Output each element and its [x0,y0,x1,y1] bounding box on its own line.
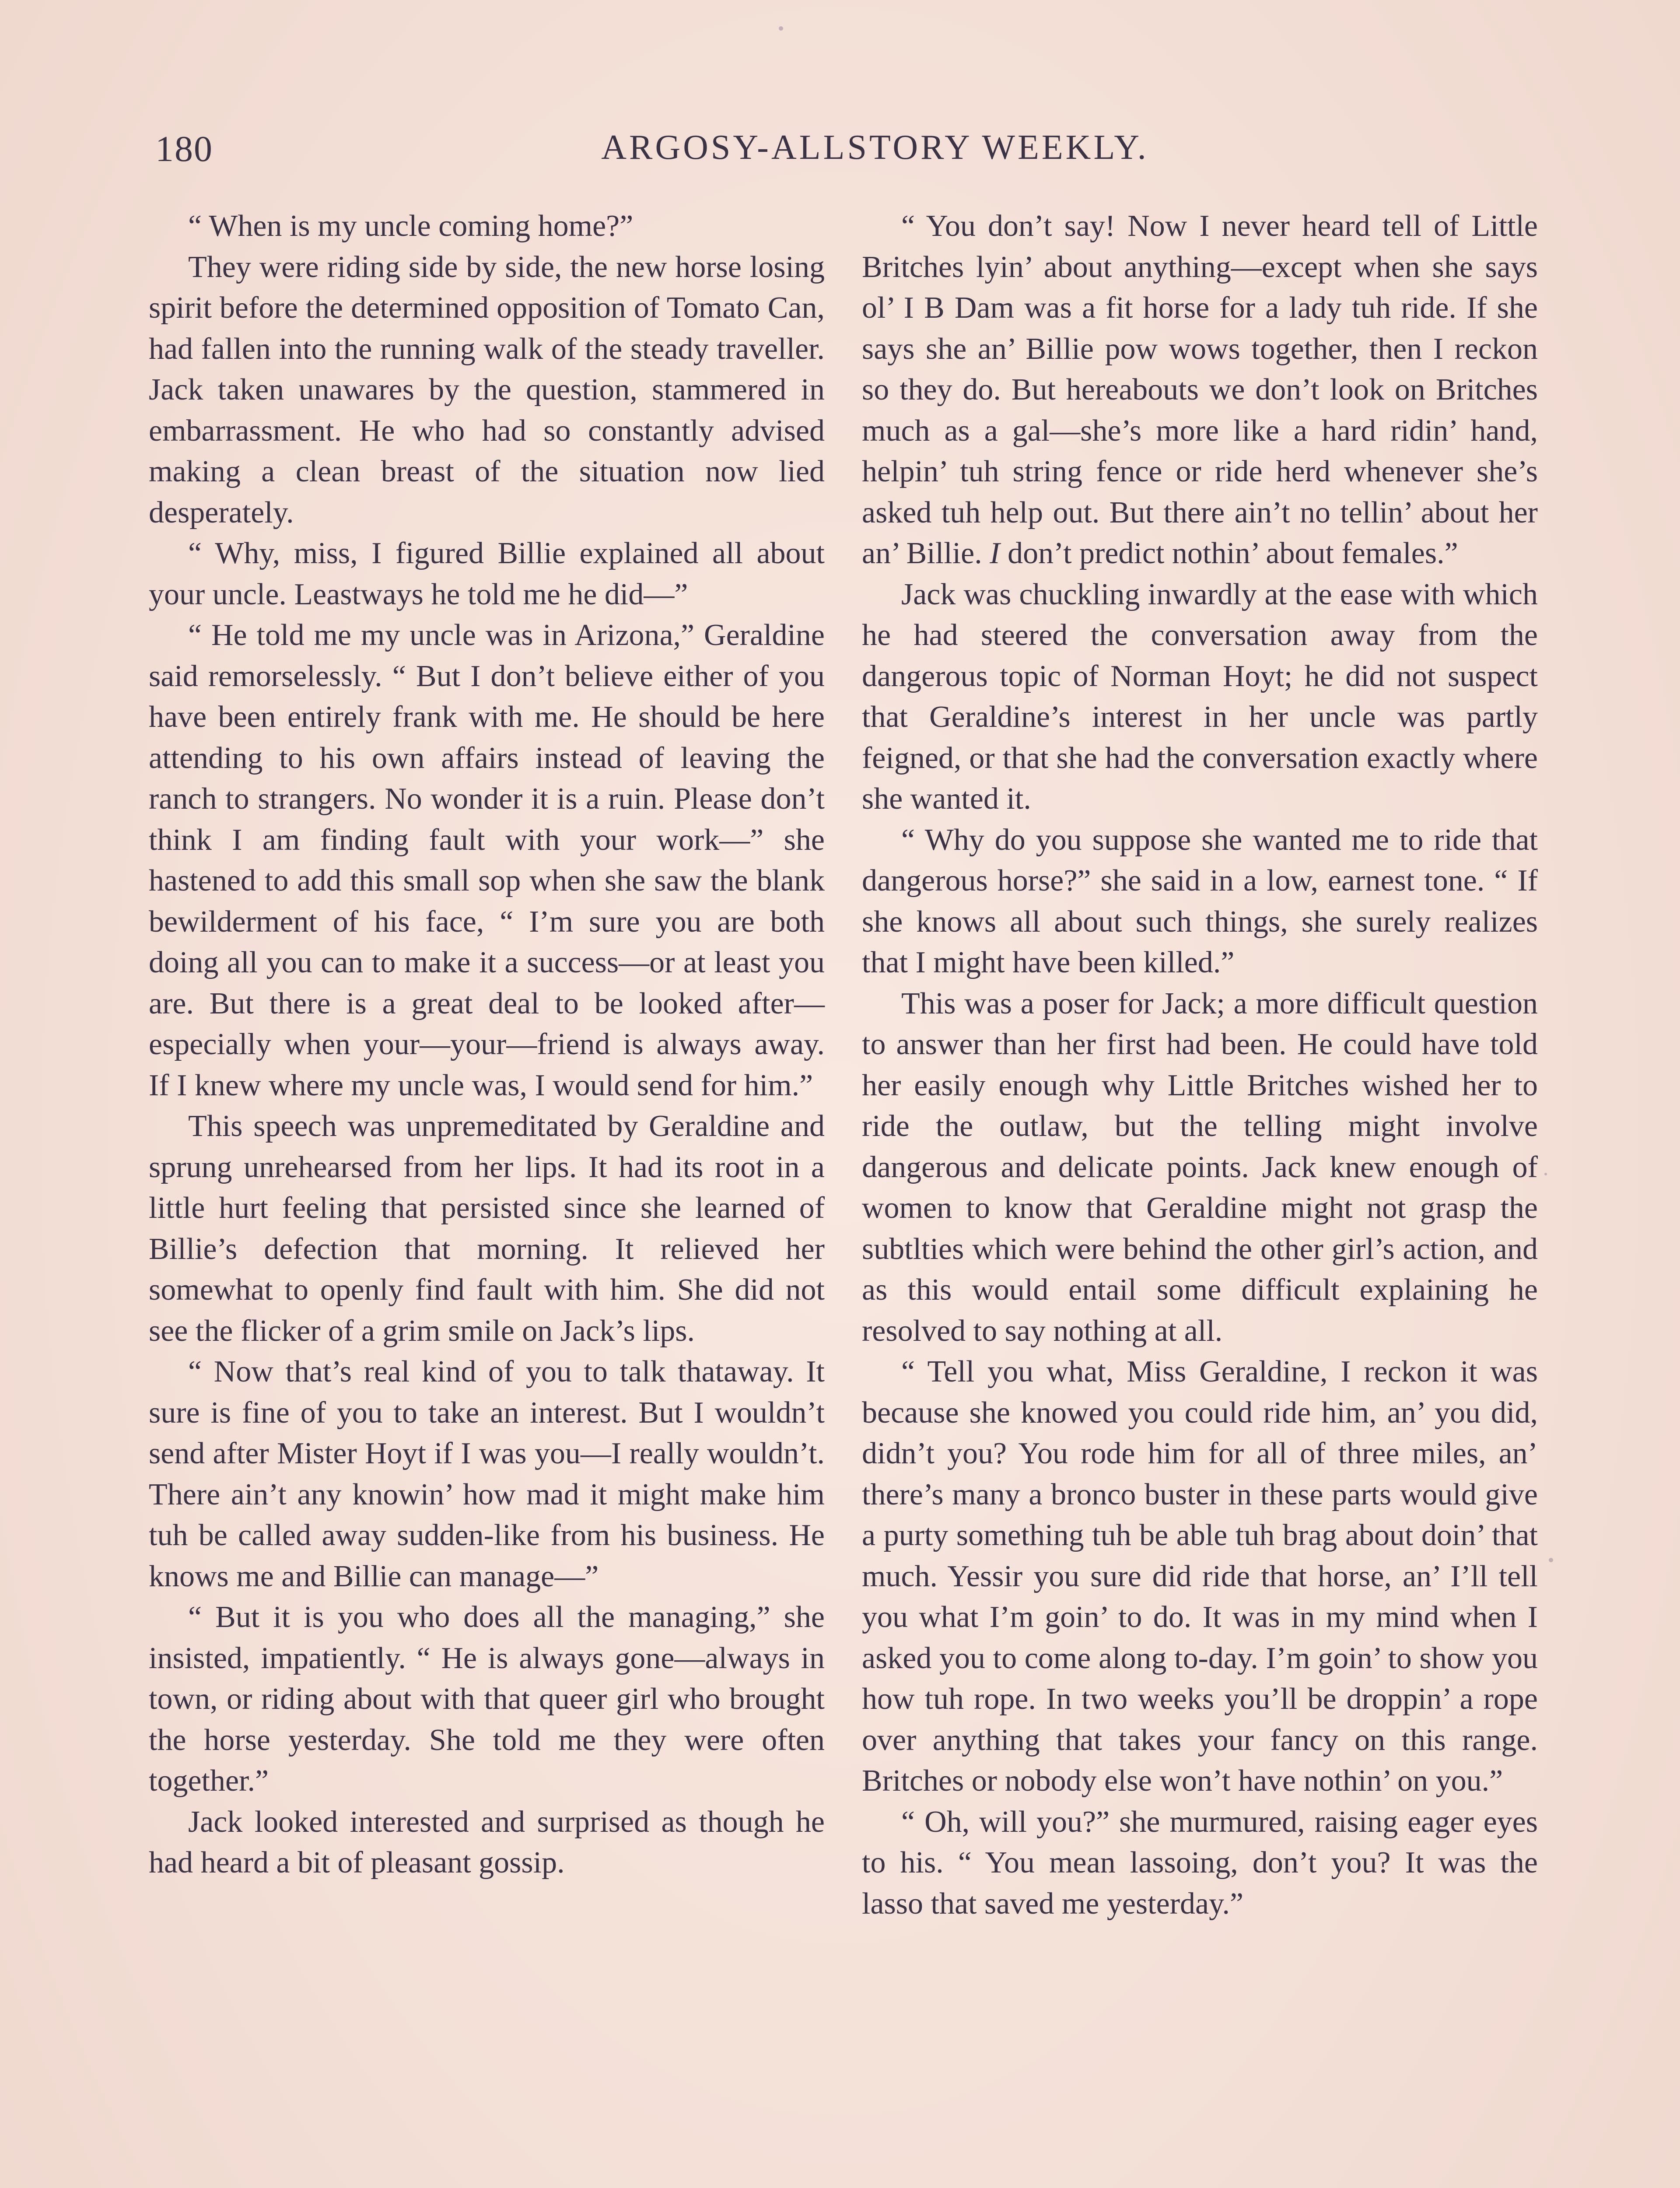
paragraph: “ Why, miss, I figured Billie explained all about your uncle. Leastways he told me he did—” [149,536,825,611]
running-title: ARGOSY-ALLSTORY WEEKLY. [601,128,1149,167]
italic-word: I [990,536,1000,570]
paper-speck [1544,1173,1547,1175]
paragraph-with-italic [862,206,1538,574]
paragraph: “ He told me my uncle was in Arizona,” Geraldine said remorselessly. “ But I don’t believe either of you have been entirely frank with me. He should be here attending to his own affairs instead of leaving the ranch to strangers. No wonder it is a ruin. Please don’t think I am finding fault with your work—” she hastened to add this small sop when she saw the blank bewilderment of his face, “ I’m sure you are both doing all you can to make it a success—or at least you are. But there is a great deal to be looked after—especially when your—your—friend is always away. If I knew where my uncle was, I would send for him.” [149,618,825,1102]
paragraph: “ Tell you what, Miss Geraldine, I reckon it was because she knowed you could ride him, an’ you did, didn’t you? You rode him for all of three miles, an’ there’s many a bronco buster in these parts would give a purty something tuh be able tuh brag about doin’ that much. Yessir you sure did ride that horse, an’ I’ll tell you what I’m goin’ to do. It was in my mind when I asked you to come along to-day. I’m goin’ to show you how tuh rope. In two weeks you’ll be droppin’ a rope over anything that takes your fancy on this range. Britches or nobody else won’t have nothin’ on you.” [862,1355,1538,1798]
paper-speck [779,26,783,31]
paragraph: “ Now that’s real kind of you to talk thataway. It sure is fine of you to take an interest. But I wouldn’t send after Mister Hoyt if I was you—I really wouldn’t. There ain’t any knowin’ how mad it might make him tuh be called away sudden-like from his business. He knows me and Billie can manage—” [149,1355,825,1593]
paragraph: “ Why do you suppose she wanted me to ride that dangerous horse?” she said in a low, earnest tone. “ If she knows all about such things, she surely realizes that I might have been killed.” [862,823,1538,979]
page-number: 180 [155,129,213,169]
paragraph-text: don’t predict nothin’ about females.” [1000,536,1458,570]
paragraph: They were riding side by side, the new horse losing spirit before the determined opposition of Tomato Can, had fallen into the running walk of the steady traveller. Jack taken unawares by the question, stammered in embarrassment. He who had so constantly advised making a clean breast of the situation now lied desperately. [149,250,825,529]
page-header [155,128,1533,176]
paragraph-text: “ You don’t say! Now I never heard tell of Little Britches lyin’ about anything—except when she says ol’ I B Dam was a fit horse for a lady tuh ride. If she says she an’ Billie pow wows together, then I reckon so they do. But hereabouts we don’t look on Britches much as a gal—she’s more like a hard ridin’ hand, helpin’ tuh string fence or ride herd whenever she’s asked tuh help out. But there ain’t no tellin’ about her an’ Billie. [862,209,1538,570]
paragraph: “ When is my uncle coming home?” [188,209,634,243]
paragraph: Jack looked interested and surprised as though he had heard a bit of pleasant gossip. [149,1805,825,1879]
right-column [862,206,1538,1924]
paragraph: This speech was unpremeditated by Geraldine and sprung unrehearsed from her lips. It had its root in a little hurt feeling that persisted since she learned of Billie’s defection that morning. It relieved her somewhat to openly find fault with him. She did not see the flicker of a grim smile on Jack’s lips. [149,1109,825,1348]
paragraph: “ Oh, will you?” she murmured, raising eager eyes to his. “ You mean lassoing, don’t you? It was the lasso that saved me yesterday.” [862,1805,1538,1921]
paragraph: “ But it is you who does all the managing,” she insisted, impatiently. “ He is always gone—always in town, or riding about with that queer girl who brought the horse yesterday. She told me they were often together.” [149,1600,825,1798]
paragraph: Jack was chuckling inwardly at the ease with which he had steered the conversation away from the dangerous topic of Norman Hoyt; he did not suspect that Geraldine’s interest in her uncle was partly feigned, or that she had the conversation exactly where she wanted it. [862,577,1538,816]
paragraph: This was a poser for Jack; a more difficult question to answer than her first had been. He could have told her easily enough why Little Britches wished her to ride the outlaw, but the telling might involve dangerous and delicate points. Jack knew enough of women to know that Geraldine might not grasp the subtlties which were behind the other girl’s action, and as this would entail some difficult explaining he resolved to say nothing at all. [862,986,1538,1348]
paper-speck [1549,1558,1553,1562]
left-column [149,206,825,1883]
